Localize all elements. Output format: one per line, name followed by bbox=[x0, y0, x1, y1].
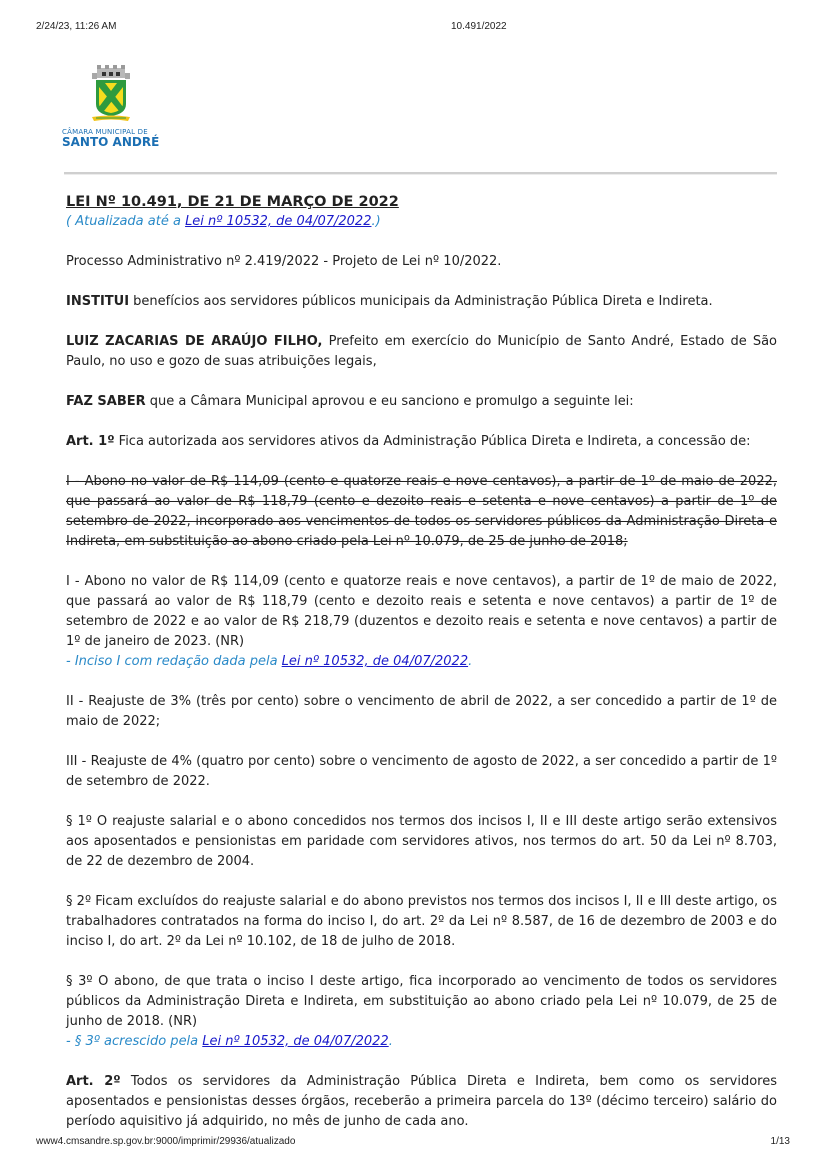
print-header-datetime: 2/24/23, 11:26 AM bbox=[36, 21, 117, 32]
inciso1-revoked: I - Abono no valor de R$ 114,09 (cento e quatorze reais e nove centavos), a partir de 1º de maio de 2022, que passará ao valor de R$ 118,79 (cento e dezoito reais e setenta e nove centavos) a partir de 1º de setembro de 2022, incorporado aos vencimentos de todos os servidores públicos da Administração Direta e Indireta, em substituição ao abono criado pela Lei nº 10.079, de 25 de junho de 2018; bbox=[66, 474, 777, 549]
law-title: LEI Nº 10.491, DE 21 DE MARÇO DE 2022 bbox=[66, 194, 399, 210]
inciso2: II - Reajuste de 3% (três por cento) sobre o vencimento de abril de 2022, a ser concedido a partir de 1º de maio de 2022; bbox=[66, 694, 777, 729]
par3-note-prefix: - § 3º acrescido pela bbox=[66, 1034, 203, 1049]
inciso3: III - Reajuste de 4% (quatro por cento) sobre o vencimento de agosto de 2022, a ser concedido a partir de 1º de setembro de 2022. bbox=[66, 754, 777, 789]
art1-paragraph bbox=[66, 432, 777, 452]
faz-saber-text: que a Câmara Municipal aprovou e eu sanciono e promulgo a seguinte lei: bbox=[145, 394, 634, 409]
updated-law-link[interactable]: Lei nº 10532, de 04/07/2022 bbox=[185, 214, 372, 229]
header-separator bbox=[64, 172, 777, 175]
camara-logo bbox=[62, 64, 162, 149]
inciso1: I - Abono no valor de R$ 114,09 (cento e quatorze reais e nove centavos), a partir de 1º de maio de 2022, que passará ao valor de R$ 118,79 (cento e dezoito reais e setenta e nove centavos) a partir de 1º de setembro de 2022 e ao valor de R$ 218,79 (duzentos e dezoito reais e setenta e nove centavos) a partir de 1º de janeiro de 2023. (NR) bbox=[66, 574, 777, 649]
art2-text: Todos os servidores da Administração Pública Direta e Indireta, bem como os servidores aposentados e pensionistas desses órgãos, receberão a primeira parcela do 13º (décimo terceiro) salário do período aquisitivo já adquirido, no mês de junho de cada ano. bbox=[66, 1074, 778, 1129]
art2-label: Art. 2º bbox=[66, 1074, 121, 1089]
updated-note-prefix: ( Atualizada até a bbox=[66, 214, 186, 229]
paragraph3: § 3º O abono, de que trata o inciso I deste artigo, fica incorporado ao vencimento de todos os servidores públicos da Administração Direta e Indireta, em substituição ao abono criado pela Lei nº 10.079, de 25 de junho de 2018. (NR) bbox=[66, 974, 777, 1029]
law-content bbox=[66, 192, 777, 1132]
art1-text: Fica autorizada aos servidores ativos da Administração Pública Direta e Indireta, a concessão de: bbox=[114, 434, 751, 449]
paragraph1: § 1º O reajuste salarial e o abono concedidos nos termos dos incisos I, II e III deste artigo serão extensivos aos aposentados e pensionistas em paridade com servidores ativos, nos termos do art. 50 da Lei nº 8.703, de 22 de dezembro de 2004. bbox=[66, 814, 777, 869]
par3-law-link[interactable]: Lei nº 10532, de 04/07/2022 bbox=[202, 1034, 389, 1049]
inciso1-law-link[interactable]: Lei nº 10532, de 04/07/2022 bbox=[281, 654, 469, 669]
paragraph2: § 2º Ficam excluídos do reajuste salarial e do abono previstos nos termos dos incisos I, II e III deste artigo, os trabalhadores contratados na forma do inciso I, do art. 2º da Lei nº 8.587, de 16 de dezembro de 2003 e do inciso I, do art. 2º da Lei nº 10.102, de 18 de julho de 2018. bbox=[66, 894, 777, 949]
updated-note-suffix: .) bbox=[371, 214, 381, 229]
prefeito-text: Prefeito em exercício do Município de Santo André, Estado de São Paulo, no uso e gozo de suas atribuições legais, bbox=[66, 334, 777, 369]
coat-of-arms-icon bbox=[90, 64, 132, 126]
faz-saber-bold: FAZ SABER bbox=[66, 394, 146, 409]
par3-note bbox=[66, 1032, 777, 1052]
faz-saber-paragraph bbox=[66, 392, 777, 412]
print-footer-url: www4.cmsandre.sp.gov.br:9000/imprimir/29936/atualizado bbox=[36, 1136, 296, 1147]
print-header-title: 10.491/2022 bbox=[451, 21, 507, 32]
institui-text: benefícios aos servidores públicos municipais da Administração Pública Direta e Indireta. bbox=[129, 294, 713, 309]
inciso1-note bbox=[66, 652, 777, 672]
institui-paragraph bbox=[66, 292, 777, 312]
art1-label: Art. 1º bbox=[66, 434, 115, 449]
updated-note bbox=[66, 212, 777, 232]
processo-text: Processo Administrativo nº 2.419/2022 - Projeto de Lei nº 10/2022. bbox=[66, 254, 502, 269]
inciso1-note-suffix: . bbox=[468, 654, 473, 669]
institui-bold: INSTITUI bbox=[66, 294, 130, 309]
prefeito-paragraph bbox=[66, 332, 777, 372]
print-footer-page: 1/13 bbox=[770, 1136, 790, 1147]
inciso1-note-prefix: - Inciso I com redação dada pela bbox=[66, 654, 282, 669]
logo-line1: CÂMARA MUNICIPAL DE bbox=[62, 128, 148, 136]
par3-note-suffix: . bbox=[388, 1034, 393, 1049]
logo-line2: SANTO ANDRÉ bbox=[62, 135, 160, 149]
prefeito-name: LUIZ ZACARIAS DE ARAÚJO FILHO, bbox=[66, 334, 323, 349]
art2-paragraph bbox=[66, 1072, 777, 1132]
